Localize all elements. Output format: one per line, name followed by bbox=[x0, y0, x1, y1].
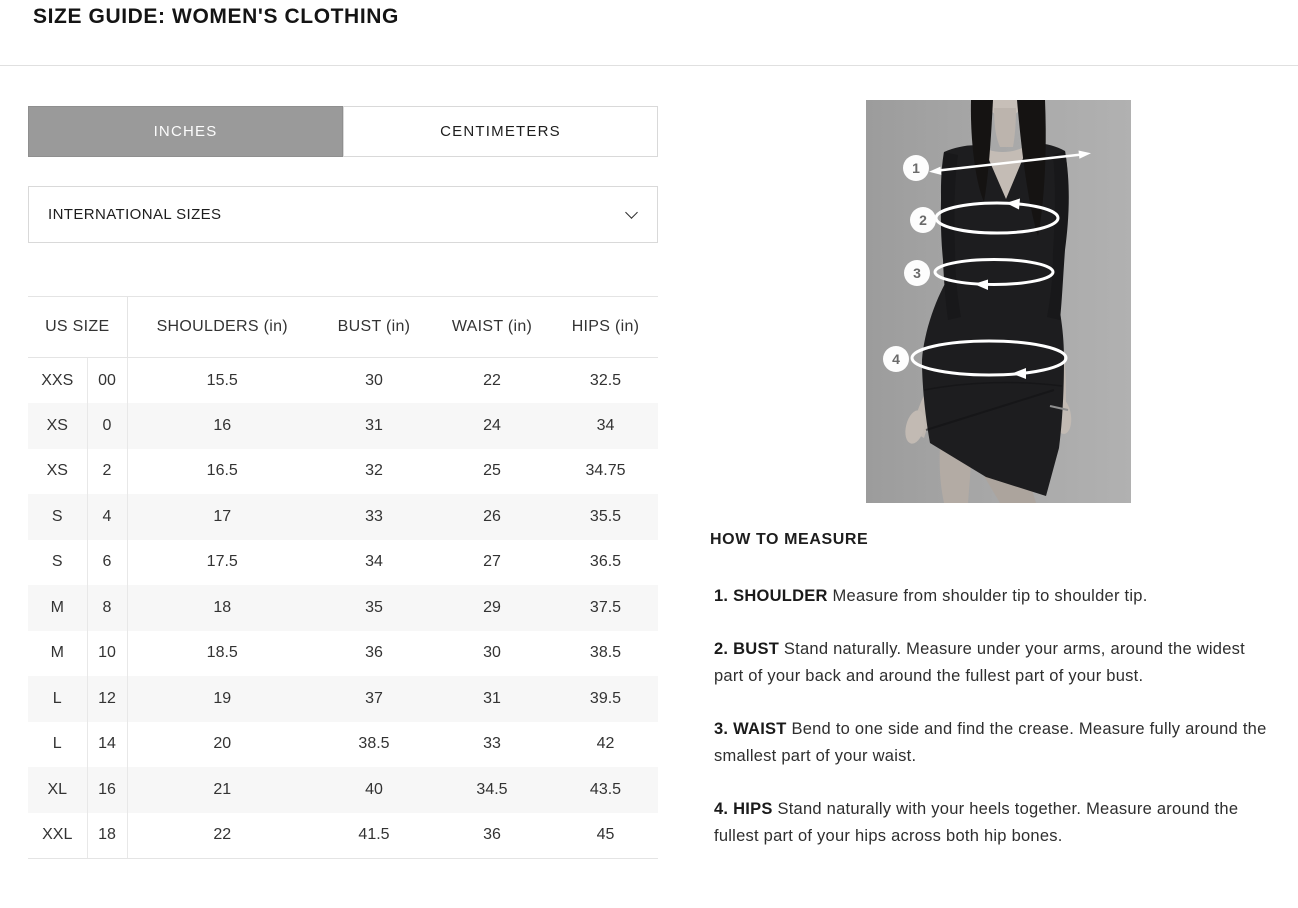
us-size-cell: 4 bbox=[87, 494, 127, 540]
size-name-cell: XXS bbox=[28, 358, 87, 404]
us-size-cell: 12 bbox=[87, 676, 127, 722]
step-label: HIPS bbox=[733, 800, 773, 818]
bust-cell: 41.5 bbox=[317, 813, 431, 859]
shoulders-cell: 15.5 bbox=[206, 371, 238, 389]
hips-cell: 39.5 bbox=[589, 689, 622, 707]
shoulders-cell: 18 bbox=[213, 598, 232, 616]
us-size-cell: 00 bbox=[87, 358, 127, 404]
table-row bbox=[28, 813, 658, 859]
bust-cell: 38.5 bbox=[358, 735, 390, 753]
us-size-cell: 18 bbox=[87, 813, 127, 859]
table-row bbox=[28, 449, 658, 495]
waist-cell: 36 bbox=[431, 813, 553, 859]
measure-step-shoulder bbox=[710, 583, 1276, 610]
us-size-cell: 6 bbox=[87, 540, 127, 586]
measure-point-3-number: 3 bbox=[913, 265, 921, 281]
size-name-cell: XS bbox=[28, 449, 87, 495]
shoulders-cell: 17.5 bbox=[206, 553, 238, 571]
step-number: 4. bbox=[714, 800, 729, 818]
size-name-cell: L bbox=[28, 722, 87, 768]
step-label: BUST bbox=[733, 640, 780, 658]
tab-inches-label: INCHES bbox=[153, 123, 218, 140]
waist-cell: 33 bbox=[483, 735, 501, 753]
header-waist: WAIST (in) bbox=[431, 297, 553, 358]
how-to-measure-title: HOW TO MEASURE bbox=[710, 531, 869, 548]
size-name-cell: XXL bbox=[28, 813, 87, 859]
hips-cell: 32.5 bbox=[589, 371, 622, 389]
bust-cell: 32 bbox=[365, 462, 383, 480]
waist-cell: 27 bbox=[483, 553, 501, 571]
waist-cell: 29 bbox=[483, 598, 501, 616]
measure-step-hips bbox=[710, 796, 1276, 850]
step-text: Measure from shoulder tip to shoulder tip. bbox=[832, 587, 1148, 605]
us-size-cell: 10 bbox=[87, 631, 127, 677]
table-row bbox=[28, 403, 658, 449]
table-row bbox=[28, 767, 658, 813]
bust-cell: 30 bbox=[365, 371, 383, 389]
hips-cell: 36.5 bbox=[589, 553, 622, 571]
how-to-measure-section bbox=[710, 531, 1276, 876]
size-name-cell: L bbox=[28, 676, 87, 722]
step-number: 3. bbox=[714, 720, 729, 738]
measure-step-bust bbox=[710, 636, 1276, 690]
hips-cell: 35.5 bbox=[589, 507, 622, 525]
waist-cell: 24 bbox=[483, 416, 501, 434]
measure-point-1-number: 1 bbox=[912, 160, 920, 176]
hips-cell: 43.5 bbox=[589, 780, 622, 798]
tab-inches[interactable] bbox=[28, 106, 343, 157]
hips-cell: 45 bbox=[553, 813, 658, 859]
header-bust: BUST (in) bbox=[317, 297, 431, 358]
tab-centimeters[interactable] bbox=[343, 106, 658, 157]
title-divider bbox=[0, 65, 1298, 66]
step-label: SHOULDER bbox=[733, 587, 828, 605]
us-size-cell: 8 bbox=[87, 585, 127, 631]
bust-cell: 37 bbox=[365, 689, 383, 707]
size-name-cell: S bbox=[28, 540, 87, 586]
table-row bbox=[28, 358, 658, 404]
header-row bbox=[28, 297, 658, 358]
shoulders-cell: 21 bbox=[213, 780, 232, 798]
measure-point-4-number: 4 bbox=[892, 351, 900, 367]
hips-cell: 38.5 bbox=[589, 644, 622, 662]
page-title: SIZE GUIDE: WOMEN'S CLOTHING bbox=[33, 5, 399, 28]
waist-cell: 26 bbox=[483, 507, 501, 525]
table-row bbox=[28, 676, 658, 722]
step-text: Bend to one side and find the crease. Measure fully around the smallest part of your waist. bbox=[714, 720, 1267, 765]
shoulders-cell: 19 bbox=[213, 689, 232, 707]
table-row bbox=[28, 494, 658, 540]
size-name-cell: M bbox=[28, 631, 87, 677]
measurement-figure-image bbox=[866, 100, 1131, 503]
bust-cell: 34 bbox=[365, 553, 383, 571]
tab-centimeters-label: CENTIMETERS bbox=[440, 123, 561, 140]
step-number: 1. bbox=[714, 587, 729, 605]
hips-cell: 42 bbox=[596, 735, 615, 753]
waist-cell: 34.5 bbox=[476, 780, 508, 798]
table-row bbox=[28, 722, 658, 768]
us-size-cell: 14 bbox=[87, 722, 127, 768]
step-label: WAIST bbox=[733, 720, 787, 738]
chevron-down-icon bbox=[625, 206, 638, 219]
table-row bbox=[28, 540, 658, 586]
table-row bbox=[28, 585, 658, 631]
size-table-header bbox=[28, 297, 658, 358]
waist-cell: 31 bbox=[483, 689, 501, 707]
hips-cell: 34 bbox=[596, 416, 615, 434]
shoulders-cell: 16 bbox=[213, 416, 232, 434]
waist-cell: 30 bbox=[483, 644, 501, 662]
header-shoulders: SHOULDERS (in) bbox=[127, 297, 317, 358]
us-size-cell: 0 bbox=[87, 403, 127, 449]
shoulders-cell: 20 bbox=[213, 735, 232, 753]
step-text: Stand naturally with your heels together. Measure around the fullest part of your hips across both hip bones. bbox=[714, 800, 1239, 845]
size-chart-table bbox=[28, 296, 658, 859]
step-text: Stand naturally. Measure under your arms, around the widest part of your back and around the fullest part of your bust. bbox=[714, 640, 1245, 685]
size-table-body bbox=[28, 358, 658, 859]
waist-cell: 22 bbox=[483, 371, 501, 389]
shoulders-cell: 16.5 bbox=[206, 462, 238, 480]
bust-cell: 35 bbox=[365, 598, 383, 616]
units-tab-bar bbox=[28, 106, 658, 157]
size-name-cell: XS bbox=[28, 403, 87, 449]
header-us-size: US SIZE bbox=[28, 297, 127, 358]
size-name-cell: S bbox=[28, 494, 87, 540]
size-name-cell: XL bbox=[28, 767, 87, 813]
bust-cell: 40 bbox=[365, 780, 383, 798]
international-sizes-dropdown[interactable] bbox=[28, 186, 658, 243]
size-guide-left-column bbox=[28, 106, 658, 859]
shoulders-cell: 22 bbox=[127, 813, 317, 859]
bust-cell: 33 bbox=[365, 507, 383, 525]
measure-step-waist bbox=[710, 716, 1276, 770]
bust-cell: 36 bbox=[365, 644, 383, 662]
measure-point-2-number: 2 bbox=[919, 212, 927, 228]
hips-cell: 34.75 bbox=[585, 462, 626, 480]
waist-cell: 25 bbox=[483, 462, 501, 480]
us-size-cell: 2 bbox=[87, 449, 127, 495]
table-row bbox=[28, 631, 658, 677]
size-name-cell: M bbox=[28, 585, 87, 631]
hips-cell: 37.5 bbox=[589, 598, 622, 616]
dropdown-selected-value: INTERNATIONAL SIZES bbox=[48, 206, 222, 223]
us-size-cell: 16 bbox=[87, 767, 127, 813]
header-hips: HIPS (in) bbox=[553, 297, 658, 358]
shoulders-cell: 18.5 bbox=[206, 644, 238, 662]
measurement-photo bbox=[866, 100, 1131, 503]
step-number: 2. bbox=[714, 640, 729, 658]
shoulders-cell: 17 bbox=[213, 507, 232, 525]
bust-cell: 31 bbox=[365, 416, 383, 434]
